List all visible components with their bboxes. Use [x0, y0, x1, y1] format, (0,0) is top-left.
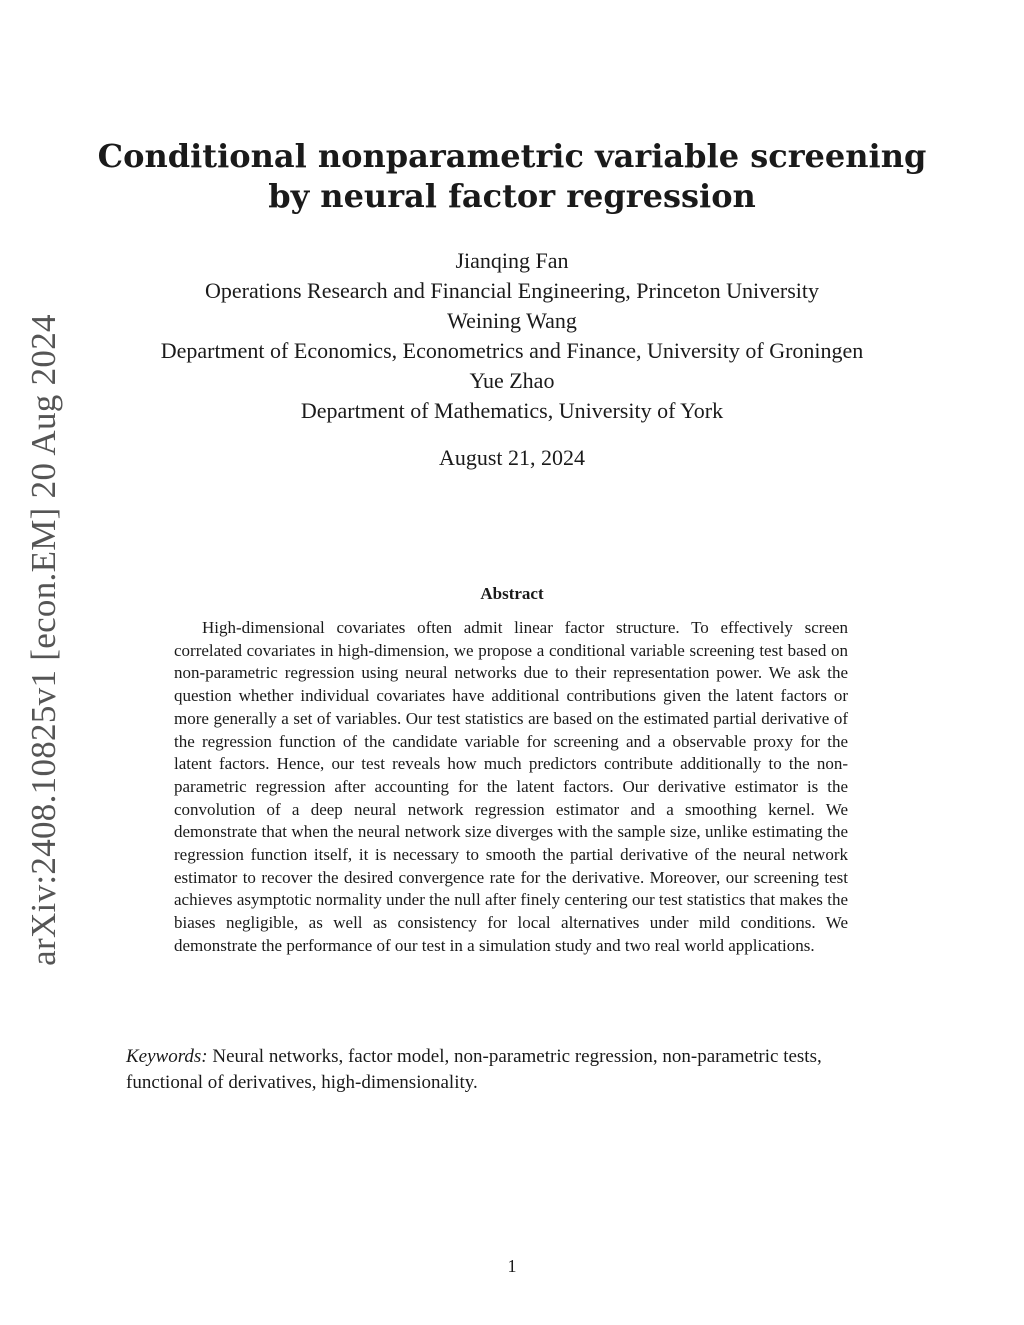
abstract-heading: Abstract [480, 584, 544, 603]
author-affiliation: Department of Economics, Econometrics and Finance, University of Groningen [160, 338, 864, 363]
title-line-2: by neural factor regression [268, 177, 756, 215]
title-line-1: Conditional nonparametric variable screening [97, 137, 927, 175]
page-number: 1 [507, 1256, 517, 1276]
abstract-text: High-dimensional covariates often admit linear factor structure. To effectively screen correlated covariates in high-dimension, we propose a conditional variable screening test based on non-parametric regression using neural networks due to their representation power. We ask the question whether individual covariates have additional contributions given the latent factors or more generally a set of variables. Our test statistics are based on the estimated partial derivative of the regression function of the candidate variable for screening and a observable proxy for the latent factors. Hence, our test reveals how much predictors contribute additionally to the non-parametric regression after accounting for the latent factors. Our derivative estimator is the convolution of a deep neural network regression estimator and a smoothing kernel. We demonstrate that when the neural network size diverges with the sample size, unlike estimating the regression function itself, it is necessary to smooth the partial derivative of the neural network estimator to recover the desired convergence rate for the derivative. Moreover, our screening test achieves asymptotic normality under the null after finely centering our test statistics that makes the biases negligible, as well as consistency for local alternatives under mild conditions. We demonstrate the performance of our test in a simulation study and two real world applications. [174, 618, 848, 955]
author-name: Jianqing Fan [455, 248, 569, 273]
arxiv-identifier: arXiv:2408.10825v1 [econ.EM] 20 Aug 2024 [24, 314, 63, 966]
author-affiliation: Department of Mathematics, University of York [300, 398, 724, 423]
keywords-label: Keywords: [126, 1046, 208, 1067]
publication-date: August 21, 2024 [438, 445, 586, 470]
author-name: Yue Zhao [469, 368, 555, 393]
author-affiliation: Operations Research and Financial Engineering, Princeton University [205, 278, 819, 303]
paper-title [0, 136, 1024, 216]
author-block [0, 246, 1024, 426]
keywords-text: Neural networks, factor model, non-parametric regression, non-parametric tests, functional of derivatives, high-dimensionality. [126, 1046, 822, 1093]
keywords-line [126, 1044, 898, 1096]
author-name: Weining Wang [447, 308, 577, 333]
